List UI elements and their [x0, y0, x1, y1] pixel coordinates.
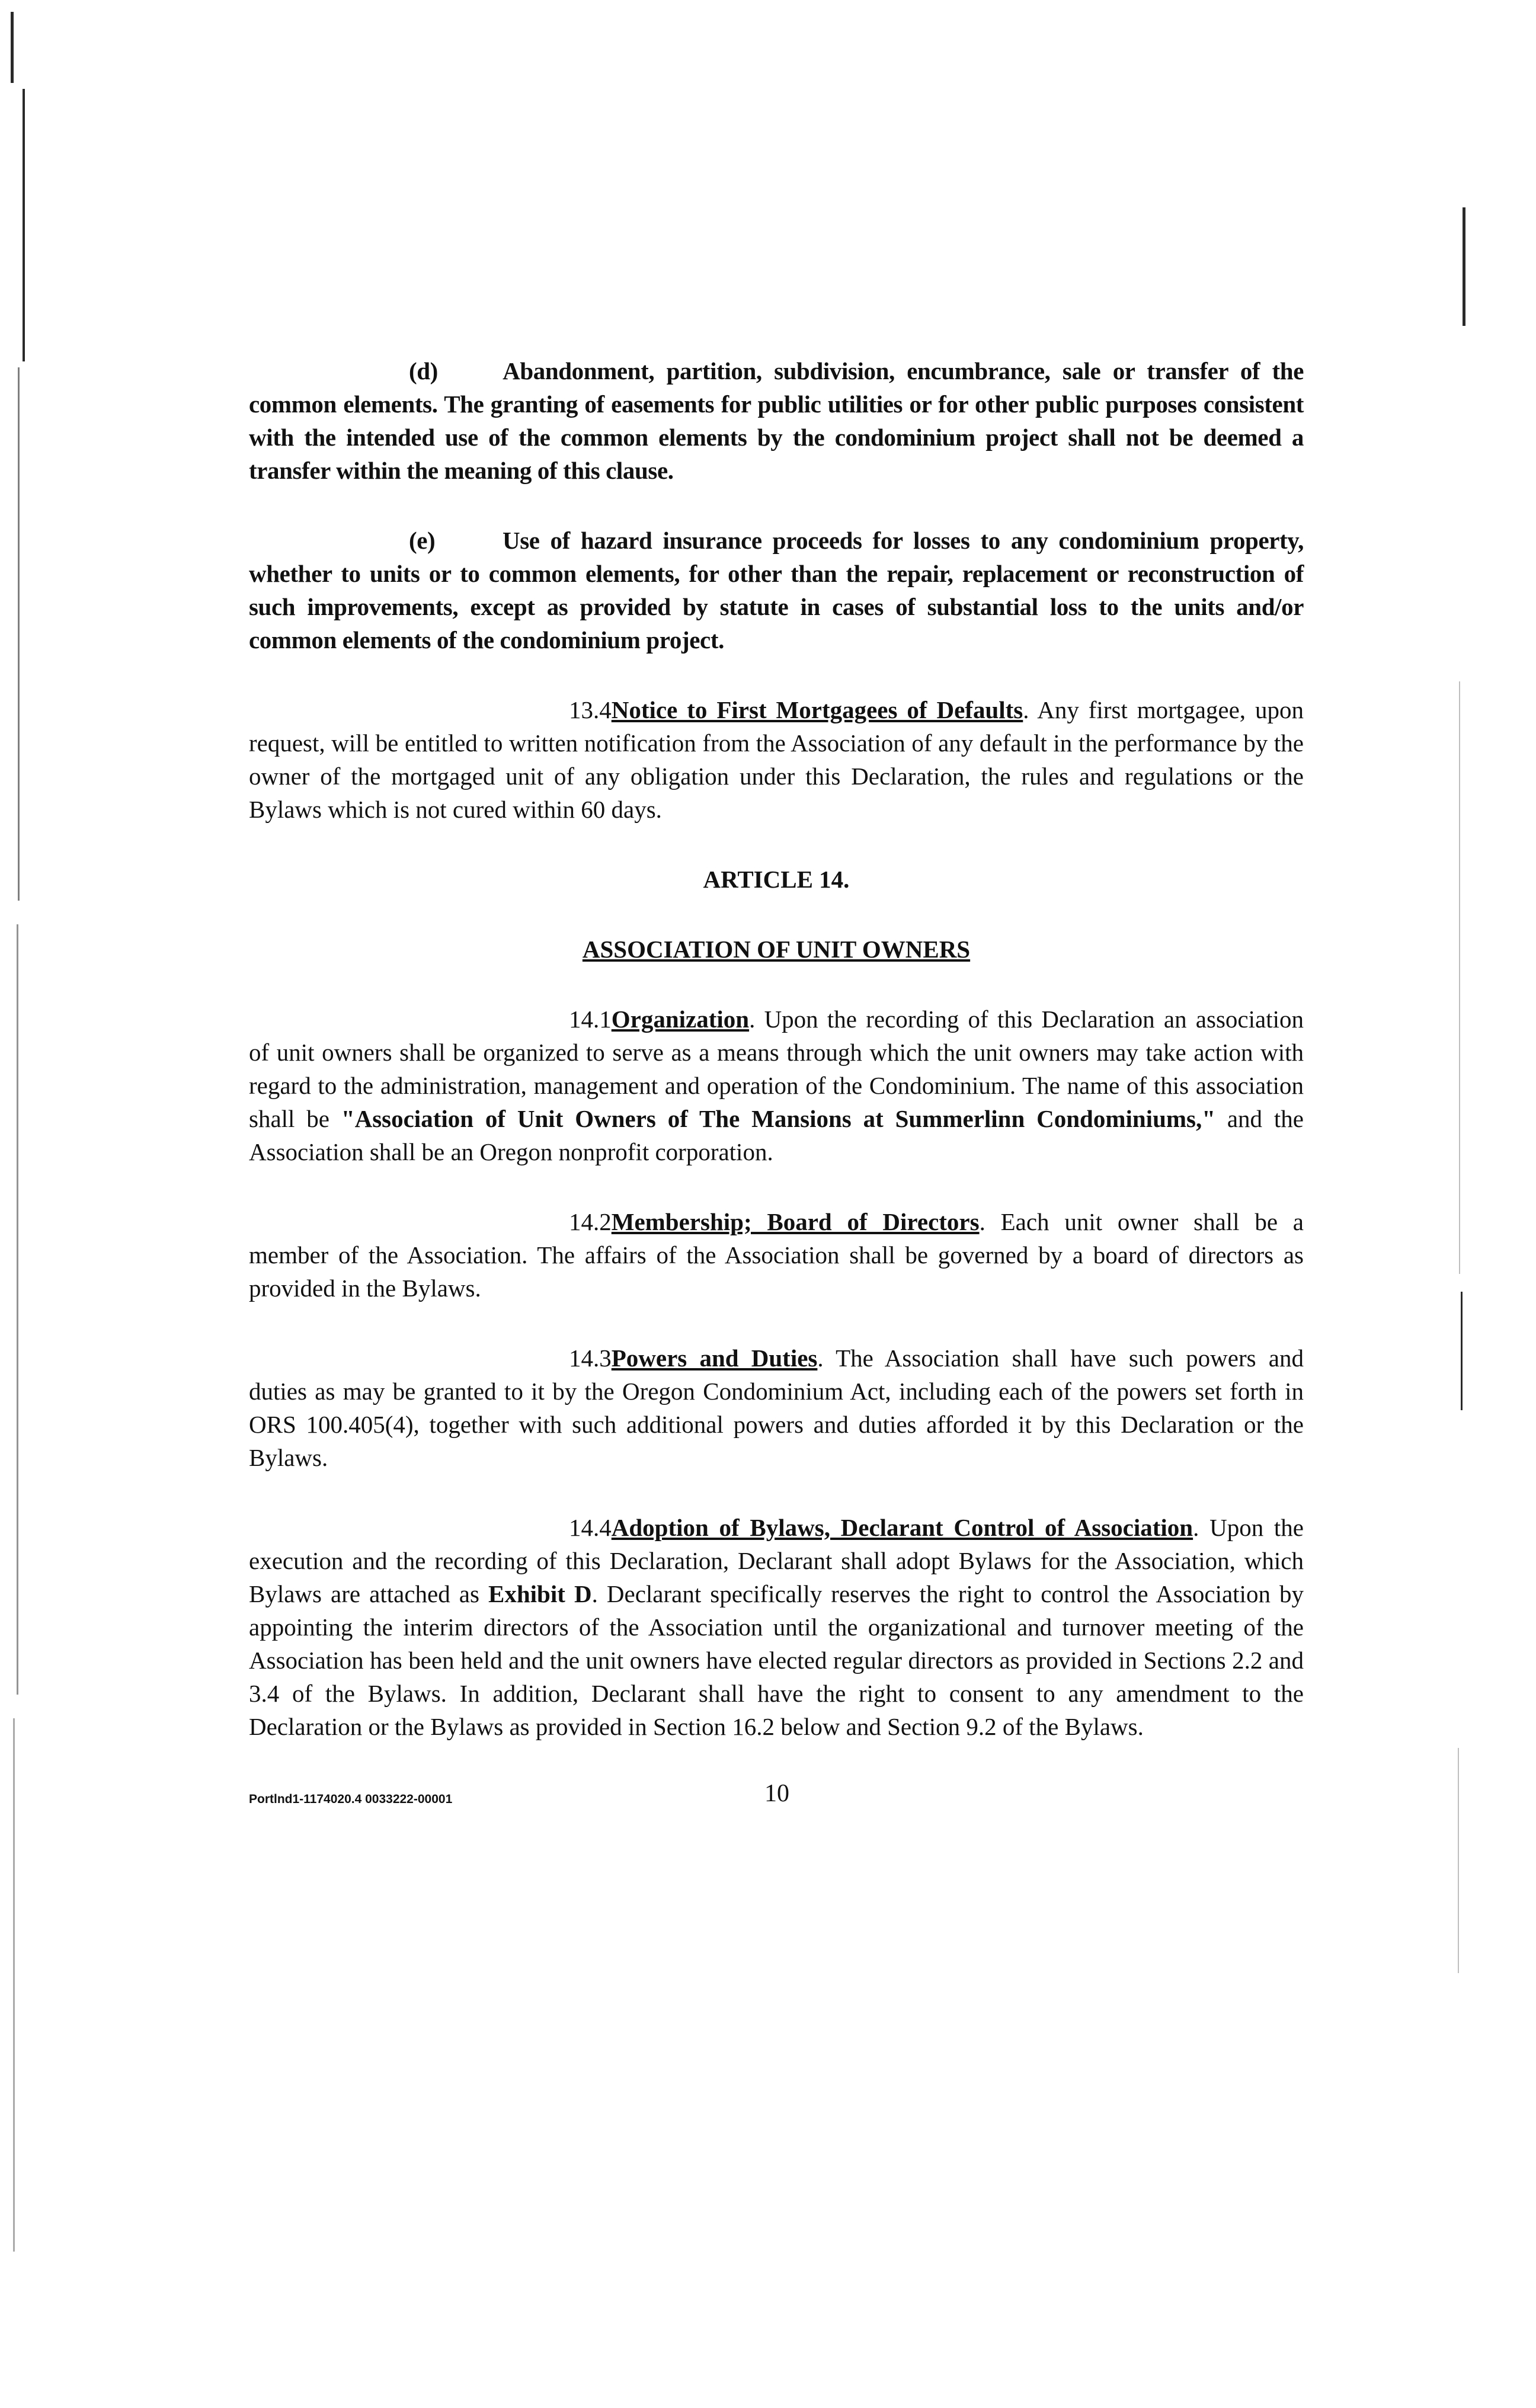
paragraph-d	[249, 354, 1304, 487]
page-number: 10	[764, 1780, 789, 1807]
paragraph-e-label: (e)	[409, 527, 436, 554]
section-14-3-title: Powers and Duties	[611, 1344, 818, 1372]
section-13-4-title: Notice to First Mortgagees of Defaults	[611, 696, 1023, 723]
scan-artifact	[13, 1718, 15, 2252]
section-14-3-text: . The Association shall have such powers and duties as may be granted to it by the Oregon Condominium Act, including each of the powers set forth in ORS 100.405(4), together with such additional powers and duties afforded it by this Declaration or the Bylaws.	[249, 1344, 1304, 1471]
scan-artifact	[1463, 207, 1465, 326]
section-14-4-text-after: . Declarant specifically reserves the right to control the Association by appointing the interim directors of the Association until the organizational and turnover meeting of the Association has been held and the unit owners have elected regular directors as provided in Sections 2.2 and 3.4 of the Bylaws. In addition, Declarant shall have the right to consent to any amendment to the Declaration or the Bylaws as provided in Section 16.2 below and Section 9.2 of the Bylaws.	[249, 1580, 1304, 1740]
section-14-4	[249, 1511, 1304, 1743]
association-name: "Association of Unit Owners of The Mansions at Summerlinn Condominiums,"	[341, 1105, 1215, 1132]
section-14-1-number: 14.1	[569, 1006, 612, 1033]
section-14-2-title: Membership; Board of Directors	[611, 1208, 980, 1235]
article-title	[249, 933, 1304, 966]
footer-document-id: Portlnd1-1174020.4 0033222-00001	[249, 1792, 453, 1806]
section-13-4-text: . Any first mortgagee, upon request, will be entitled to written notification from the Association of any default in the performance by the owner of the mortgaged unit of any obligation under this Declaration, the rules and regulations or the Bylaws which is not cured within 60 days.	[249, 696, 1304, 823]
paragraph-d-label: (d)	[409, 357, 438, 385]
section-14-1-text-after: and the Association shall be an Oregon nonprofit corporation.	[249, 1105, 1304, 1165]
section-14-2-text: . Each unit owner shall be a member of the Association. The affairs of the Association shall be governed by a board of directors as provided in the Bylaws.	[249, 1208, 1304, 1302]
document-body	[249, 354, 1304, 1780]
section-14-1-title: Organization	[611, 1006, 750, 1033]
page-footer	[249, 1779, 1304, 1815]
section-13-4-number: 13.4	[569, 696, 612, 723]
section-14-1-text-before: . Upon the recording of this Declaration an association of unit owners shall be organized to serve as a means through which the unit owners may take action with regard to the administration, management and operation of the Condominium. The name of this association shall be	[249, 1006, 1304, 1132]
section-14-2	[249, 1205, 1304, 1305]
section-14-4-number: 14.4	[569, 1514, 612, 1541]
paragraph-d-text: Abandonment, partition, subdivision, encumbrance, sale or transfer of the common elements. The granting of easements for public utilities or for other public purposes consistent with the intended use of the common elements by the condominium project shall not be deemed a transfer within the meaning of this clause.	[249, 357, 1304, 484]
section-14-4-title: Adoption of Bylaws, Declarant Control of Association	[611, 1514, 1193, 1541]
section-14-3-number: 14.3	[569, 1344, 612, 1372]
paragraph-e-text: Use of hazard insurance proceeds for losses to any condominium property, whether to units or to common elements, for other than the repair, replacement or reconstruction of such improvements, except as provided by statute in cases of substantial loss to the units and/or common elements of the condominium project.	[249, 527, 1304, 654]
section-14-4-text-before: . Upon the execution and the recording of this Declaration, Declarant shall adopt Bylaws for the Association, which Bylaws are attached as	[249, 1514, 1304, 1608]
scan-artifact	[17, 924, 18, 1695]
paragraph-e	[249, 524, 1304, 657]
section-13-4	[249, 693, 1304, 826]
section-14-2-number: 14.2	[569, 1208, 612, 1235]
scan-artifact	[1459, 681, 1460, 1274]
section-14-3	[249, 1341, 1304, 1474]
scan-artifact	[1461, 1292, 1463, 1410]
section-14-1	[249, 1003, 1304, 1168]
scan-artifact	[1458, 1748, 1459, 1973]
scan-artifact	[23, 89, 25, 361]
exhibit-reference: Exhibit D	[488, 1580, 592, 1608]
article-number-heading: ARTICLE 14.	[703, 866, 850, 893]
article-title-text: ASSOCIATION OF UNIT OWNERS	[582, 936, 971, 963]
scan-artifact	[18, 367, 20, 901]
scan-artifact	[11, 12, 14, 83]
